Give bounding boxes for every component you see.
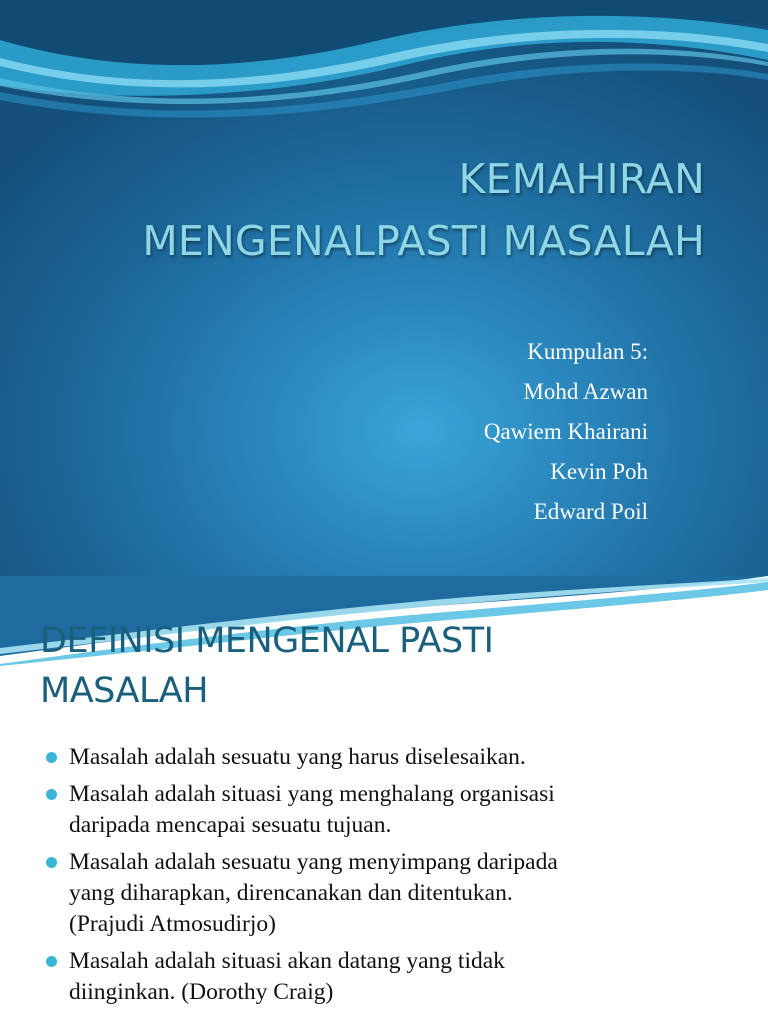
title-line: KEMAHIRAN: [458, 155, 705, 203]
slide-title: [40, 616, 740, 716]
bullet-icon: [46, 752, 57, 763]
title-line: MASALAH: [40, 671, 209, 711]
bullet-line: Masalah adalah situasi yang menghalang organisasi: [69, 781, 555, 807]
decorative-wave-top: [0, 0, 768, 140]
bullet-line: Masalah adalah sesuatu yang harus diselesaikan.: [69, 744, 526, 770]
bullet-icon: [46, 956, 57, 967]
title-line: MENGENALPASTI MASALAH: [142, 217, 705, 265]
title-line: DEFINISI MENGENAL PASTI: [40, 621, 494, 661]
bullet-line: daripada mencapai sesuatu tujuan.: [69, 812, 392, 838]
slide-subtitle: [300, 332, 648, 532]
list-item: [46, 946, 746, 1008]
bullet-line: Masalah adalah sesuatu yang menyimpang daripada: [69, 849, 558, 875]
slide-title: [60, 148, 705, 272]
list-item: [46, 742, 746, 773]
bullet-icon: [46, 789, 57, 800]
bullet-list: [46, 742, 746, 1014]
bullet-line: yang diharapkan, direncanakan dan ditentukan.: [69, 880, 513, 906]
bullet-line: Masalah adalah situasi akan datang yang tidak: [69, 948, 505, 974]
list-item: [46, 779, 746, 841]
subtitle-line: Kumpulan 5:: [527, 339, 648, 364]
subtitle-line: Kevin Poh: [550, 459, 648, 484]
content-slide: [0, 576, 768, 1024]
bullet-line: diinginkan. (Dorothy Craig): [69, 979, 334, 1005]
bullet-icon: [46, 857, 57, 868]
subtitle-line: Qawiem Khairani: [483, 419, 648, 444]
subtitle-line: Mohd Azwan: [523, 379, 648, 404]
bullet-line: (Prajudi Atmosudirjo): [69, 911, 276, 937]
list-item: [46, 847, 746, 940]
subtitle-line: Edward Poil: [533, 499, 648, 524]
